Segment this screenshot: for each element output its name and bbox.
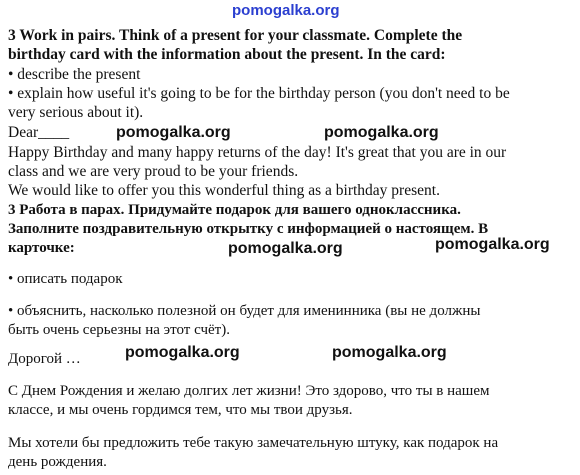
english-bullet-explain-line2: very serious about it). xyxy=(8,104,144,121)
english-card-line1: Happy Birthday and many happy returns of the day! It's great that you are in our xyxy=(8,144,507,161)
russian-card-line4: день рождения. xyxy=(8,454,107,470)
english-heading-line2: birthday card with the information about the present. In the card: xyxy=(8,46,446,63)
watermark: pomogalka.org xyxy=(125,344,240,361)
watermark: pomogalka.org xyxy=(116,124,231,141)
russian-heading-line2: Заполните поздравительную открытку с информацией о настоящем. В xyxy=(8,221,489,237)
english-card-line2: class and we are very proud to be your friends. xyxy=(8,163,299,180)
russian-bullet-explain-line1: • объяснить, насколько полезной он будет для именинника (вы не должны xyxy=(8,303,481,319)
english-dear: Dear____ xyxy=(8,124,70,141)
watermark: pomogalka.org xyxy=(332,344,447,361)
russian-card-line1: С Днем Рождения и желаю долгих лет жизни! Это здорово, что ты в нашем xyxy=(8,383,490,399)
english-heading-line1: 3 Work in pairs. Think of a present for your classmate. Complete the xyxy=(8,27,463,44)
russian-heading-line3: карточке: xyxy=(8,240,75,256)
watermark: pomogalka.org xyxy=(324,124,439,141)
watermark: pomogalka.org xyxy=(435,236,550,253)
russian-bullet-explain-line2: быть очень серьезны на этот счёт). xyxy=(8,322,230,338)
english-bullet-explain-line1: • explain how useful it's going to be for the birthday person (you don't need to be xyxy=(8,85,510,102)
english-card-line3: We would like to offer you this wonderful thing as a birthday present. xyxy=(8,182,440,199)
watermark-top: pomogalka.org xyxy=(232,2,340,19)
russian-heading-line1: 3 Работа в парах. Придумайте подарок для вашего одноклассника. xyxy=(8,202,461,218)
russian-bullet-describe: • описать подарок xyxy=(8,271,123,287)
russian-card-line2: классе, и мы очень гордимся тем, что мы твои друзья. xyxy=(8,402,353,418)
russian-dear: Дорогой … xyxy=(8,351,81,367)
russian-card-line3: Мы хотели бы предложить тебе такую замечательную штуку, как подарок на xyxy=(8,435,499,451)
watermark: pomogalka.org xyxy=(228,240,343,257)
english-bullet-describe: • describe the present xyxy=(8,66,141,83)
